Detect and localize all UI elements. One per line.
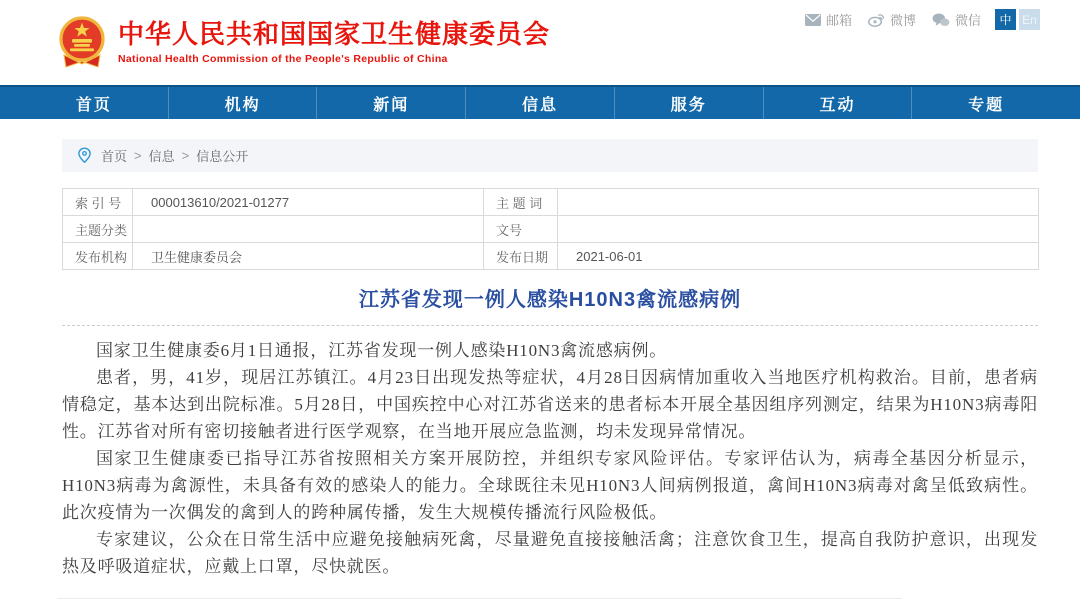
- table-row: [63, 243, 1039, 270]
- breadcrumb-info[interactable]: 信息: [148, 149, 175, 164]
- meta-value-category: [133, 216, 484, 243]
- article-body: [62, 337, 1038, 580]
- meta-label-issuing-agency: 发布机构: [63, 243, 133, 270]
- meta-label-category: 主题分类: [63, 216, 133, 243]
- title-divider: [62, 325, 1038, 326]
- page-content: [62, 139, 1038, 580]
- breadcrumb-home[interactable]: 首页: [101, 149, 128, 164]
- meta-label-subject-words: 主 题 词: [484, 189, 558, 216]
- nav-item-news[interactable]: 新闻: [316, 87, 465, 119]
- nav-item-topics[interactable]: 专题: [911, 87, 1060, 119]
- site-subtitle: National Health Commission of the People's Republic of China: [118, 53, 448, 66]
- site-logo-link[interactable]: [55, 14, 550, 72]
- meta-value-subject-words: [558, 189, 1039, 216]
- main-nav: [0, 85, 1080, 119]
- mail-label: 邮箱: [825, 13, 852, 28]
- weibo-icon: [868, 12, 885, 27]
- location-pin-icon: [77, 147, 92, 164]
- meta-value-publish-date: 2021-06-01: [558, 243, 1039, 270]
- national-emblem-icon: [55, 14, 109, 72]
- nav-item-agency[interactable]: 机构: [168, 87, 317, 119]
- article-title: 江苏省发现一例人感染H10N3禽流感病例: [358, 289, 742, 311]
- wechat-label: 微信: [954, 13, 981, 28]
- breadcrumb-separator: >: [181, 148, 190, 163]
- nav-item-interact[interactable]: 互动: [763, 87, 912, 119]
- meta-value-index-number: 000013610/2021-01277: [133, 189, 484, 216]
- lang-zh-button[interactable]: 中: [995, 9, 1016, 30]
- meta-label-index-number: 索 引 号: [63, 189, 133, 216]
- weibo-link[interactable]: [868, 10, 916, 29]
- nav-item-info[interactable]: 信息: [465, 87, 614, 119]
- nav-item-service[interactable]: 服务: [614, 87, 763, 119]
- weibo-label: 微博: [889, 13, 916, 28]
- table-row: [63, 216, 1039, 243]
- wechat-icon: [932, 13, 950, 27]
- breadcrumb-info-disclosure[interactable]: 信息公开: [196, 149, 249, 164]
- table-row: [63, 189, 1039, 216]
- nav-item-home[interactable]: 首页: [75, 96, 112, 114]
- meta-value-issuing-agency: 卫生健康委员会: [133, 243, 484, 270]
- meta-label-doc-number: 文号: [484, 216, 558, 243]
- mail-icon: [805, 14, 821, 26]
- mail-link[interactable]: [805, 10, 852, 29]
- meta-value-doc-number: [558, 216, 1039, 243]
- meta-label-publish-date: 发布日期: [484, 243, 558, 270]
- document-meta-table: [62, 188, 1039, 270]
- breadcrumb-separator: >: [134, 148, 142, 163]
- article-paragraph: 国家卫生健康委6月1日通报，江苏省发现一例人感染H10N3禽流感病例。: [96, 341, 668, 360]
- language-switch: [995, 9, 1040, 30]
- site-title: 中华人民共和国国家卫生健康委员会: [118, 18, 551, 49]
- article-paragraph: 国家卫生健康委已指导江苏省按照相关方案开展防控，并组织专家风险评估。专家评估认为，病毒全基因分析显示，H10N3病毒为禽源性，未具备有效的感染人的能力。全球既往未见H10N3人间病例报道，禽间H10N3病毒对禽呈低致病性。此次疫情为一次偶发的禽到人的跨种属传播，发生大规模传播流行风险极低。: [62, 449, 1038, 522]
- header-quick-links: [789, 9, 1040, 30]
- lang-en-button[interactable]: En: [1019, 9, 1040, 30]
- site-header: [0, 0, 1080, 85]
- wechat-link[interactable]: [932, 10, 981, 29]
- bottom-divider: [57, 598, 902, 599]
- article-paragraph: 患者，男，41岁，现居江苏镇江。4月23日出现发热等症状，4月28日因病情加重收入当地医疗机构救治。目前，患者病情稳定，基本达到出院标准。5月28日，中国疾控中心对江苏省送来的患者标本开展全基因组序列测定，结果为H10N3病毒阳性。江苏省对所有密切接触者进行医学观察，在当地开展应急监测，均未发现异常情况。: [62, 368, 1038, 441]
- breadcrumb: [62, 139, 1038, 172]
- article-paragraph: 专家建议，公众在日常生活中应避免接触病死禽，尽量避免直接接触活禽；注意饮食卫生，提高自我防护意识，出现发热及呼吸道症状，应戴上口罩，尽快就医。: [62, 530, 1038, 576]
